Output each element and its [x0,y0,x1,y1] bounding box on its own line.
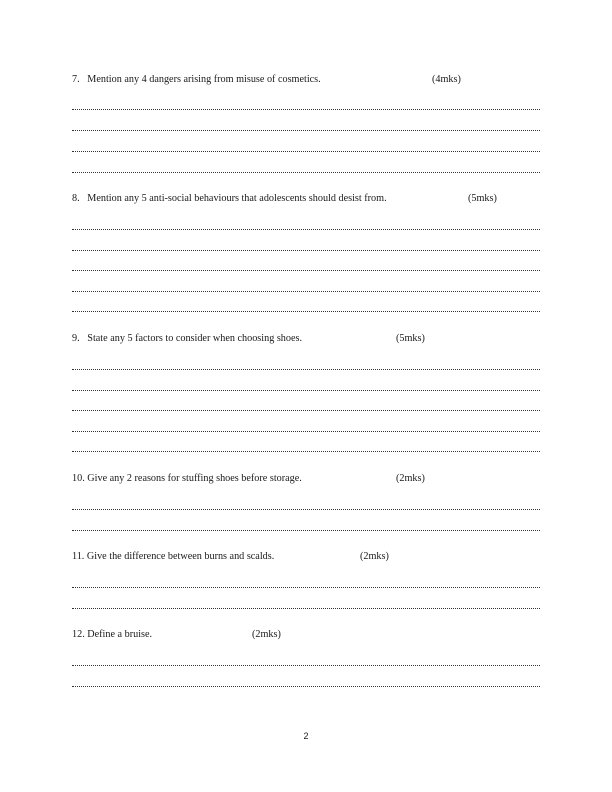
answer-line [72,109,540,110]
answer-line [72,451,540,452]
answer-line [72,130,540,131]
answer-line [72,229,540,230]
answer-line [72,270,540,271]
answer-line [72,608,540,609]
question-marks: (5mks) [468,193,497,204]
answer-line [72,665,540,666]
question-text: 8. Mention any 5 anti-social behaviours that adolescents should desist from. [72,193,387,204]
question-text: 12. Define a bruise. [72,629,153,640]
question-marks: (5mks) [396,333,425,344]
answer-line [72,587,540,588]
question-marks: (2mks) [252,629,281,640]
answer-line [72,369,540,370]
answer-line [72,151,540,152]
question-marks: (2mks) [360,551,389,562]
answer-line [72,530,540,531]
answer-line [72,390,540,391]
page-number: 2 [303,731,309,741]
answer-line [72,509,540,510]
answer-line [72,311,540,312]
answer-line [72,250,540,251]
question-text: 9. State any 5 factors to consider when choosing shoes. [72,333,303,344]
question-text: 11. Give the difference between burns and scalds. [72,551,275,562]
question-text: 7. Mention any 4 dangers arising from misuse of cosmetics. [72,74,321,85]
question-text: 10. Give any 2 reasons for stuffing shoes before storage. [72,473,302,484]
answer-line [72,291,540,292]
answer-line [72,172,540,173]
question-marks: (4mks) [432,74,461,85]
question-marks: (2mks) [396,473,425,484]
answer-line [72,410,540,411]
answer-line [72,431,540,432]
answer-line [72,686,540,687]
